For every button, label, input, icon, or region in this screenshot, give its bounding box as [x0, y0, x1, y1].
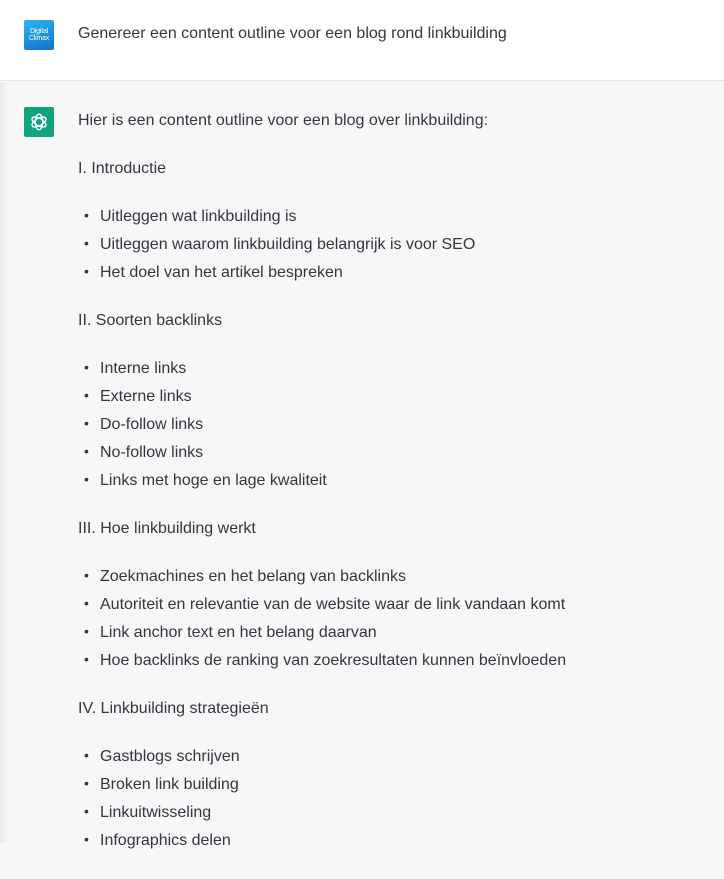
list-item: • Links met hoge en lage kwaliteit: [84, 471, 327, 489]
section-list: [78, 207, 698, 283]
bullet-icon: •: [84, 443, 89, 459]
user-message-row: [0, 0, 724, 81]
bullet-icon: •: [84, 235, 89, 251]
assistant-intro: Hier is een content outline voor een blog over linkbuilding:: [78, 112, 489, 129]
user-message-text: Genereer een content outline voor een blog rond linkbuilding: [78, 25, 507, 42]
list-item: • Broken link building: [84, 775, 239, 793]
list-item: • Interne links: [84, 359, 187, 377]
section-heading: I. Introductie: [78, 160, 167, 177]
assistant-message-row: [0, 82, 724, 849]
bullet-icon: •: [84, 775, 89, 791]
bullet-icon: •: [84, 415, 89, 431]
list-item: • Infographics delen: [84, 831, 231, 849]
user-avatar-line2: Climax: [28, 35, 50, 42]
section-list: [78, 359, 698, 491]
openai-logo-icon: [24, 107, 54, 137]
list-item: • No-follow links: [84, 443, 204, 461]
bullet-icon: •: [84, 651, 89, 667]
user-avatar-line1: Digital: [29, 28, 49, 35]
bullet-icon: •: [84, 803, 89, 819]
bullet-icon: •: [84, 623, 89, 639]
section-heading: IV. Linkbuilding strategieën: [78, 700, 269, 717]
list-item: • Do-follow links: [84, 415, 204, 433]
bullet-icon: •: [84, 207, 89, 223]
list-item: • Uitleggen wat linkbuilding is: [84, 207, 297, 225]
list-item: • Gastblogs schrijven: [84, 747, 240, 765]
list-item: • Autoriteit en relevantie van de website waar de link vandaan komt: [84, 595, 566, 613]
list-item: • Linkuitwisseling: [84, 803, 212, 821]
bullet-icon: •: [84, 595, 89, 611]
bullet-icon: •: [84, 471, 89, 487]
bullet-icon: •: [84, 387, 89, 403]
list-item: • Link anchor text en het belang daarvan: [84, 623, 377, 641]
list-item: • Externe links: [84, 387, 192, 405]
bullet-icon: •: [84, 747, 89, 763]
bullet-icon: •: [84, 263, 89, 279]
section-heading: II. Soorten backlinks: [78, 312, 223, 329]
bullet-icon: •: [84, 359, 89, 375]
user-avatar: [24, 20, 54, 50]
section-list: [78, 747, 698, 851]
bullet-icon: •: [84, 567, 89, 583]
list-item: • Het doel van het artikel bespreken: [84, 263, 343, 281]
bullet-icon: •: [84, 831, 89, 847]
list-item: • Uitleggen waarom linkbuilding belangrijk is voor SEO: [84, 235, 476, 253]
section-heading: III. Hoe linkbuilding werkt: [78, 520, 256, 537]
assistant-message-content: [78, 111, 698, 879]
list-item: • Zoekmachines en het belang van backlinks: [84, 567, 406, 585]
list-item: • Hoe backlinks de ranking van zoekresultaten kunnen beïnvloeden: [84, 651, 567, 669]
section-list: [78, 567, 698, 671]
